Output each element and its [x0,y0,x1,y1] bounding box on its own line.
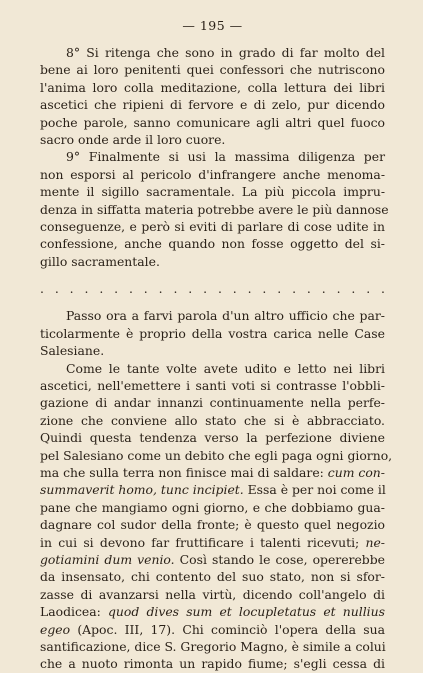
paragraph-come [40,360,393,673]
text-segment: Essa è per noi come il [243,482,386,498]
section-gap [40,297,385,307]
paragraph-passo [40,307,385,359]
text-line [40,603,385,620]
text-line: da insensato, chi contento del suo stato, non si sfor- [40,569,385,585]
text-line [40,551,385,568]
latin-quote: summaverit homo, tunc incipiet. [40,482,244,498]
latin-quote: gotiamini dum venio. [40,551,175,567]
text-segment: Laodicea: [40,604,101,620]
ellipsis-separator: . . . . . . . . . . . . . . . . . . . . . . . . [40,281,385,297]
text-line: 9° Finalmente si usi la massima diligenza per [66,149,385,165]
text-segment: in cui si devono far fruttificare i talenti ricevuti; [40,534,360,550]
text-line: ascetici che ripieni di fervore e di zelo, pur dicendo [40,97,385,113]
latin-quote: egeo [40,621,71,637]
latin-quote: cum con- [327,464,385,480]
text-line: dagnare col sudor della fronte; è questo quel negozio [40,517,385,533]
text-line: ascetici, nell'emettere i santi voti si contrasse l'obbli- [40,378,385,394]
text-line: pane che mangiamo ogni giorno, e che dobbiamo gua- [40,499,385,515]
text-line: sacro onde arde il loro cuore. [40,131,226,147]
text-line [40,534,385,551]
text-line: che a nuoto rimonta un rapido fiume; s'egli cessa di [40,656,385,672]
text-segment: ma che sulla terra non finisce mai di saldare: [40,464,324,480]
text-line: Salesiane. [40,343,105,359]
text-line: mente il sigillo sacramentale. La più piccola impru- [40,184,385,200]
text-line: zione che conviene allo stato che si è abbracciato. [40,412,385,428]
text-line: denza in siffatta materia potrebbe avere le più dannose [40,201,389,217]
text-line: bene ai loro penitenti quei confessori che nutriscono [40,62,385,78]
text-segment: Così stando le cose, opererebbe [174,551,385,567]
text-line: conseguenze, e però si eviti di parlare di cose udite in [40,218,385,234]
text-line: Quindi questa tendenza verso la perfezione diviene [40,430,385,446]
text-line: gillo sacramentale. [40,253,160,269]
text-line [40,481,385,498]
latin-quote: quod dives sum et locupletatus et nullius [107,604,385,620]
text-line: Come le tante volte avete udito e letto nei libri [66,360,385,376]
page-number: — 195 — [182,18,243,33]
latin-quote: ne- [365,534,385,550]
text-line: zasse di avanzarsi nella virtù, dicendo coll'angelo di [40,586,385,602]
text-line: confessione, anche quando non fosse oggetto del si- [40,236,385,252]
text-line [40,621,385,638]
section-gap [40,270,385,280]
text-line: non esporsi al pericolo d'infrangere anche menoma- [40,166,385,182]
text-line: ticolarmente è proprio della vostra carica nelle Case [40,325,385,341]
text-segment: (Apoc. III, 17). Chi cominciò l'opera della sua [70,621,385,637]
text-line: gazione di andar innanzi continuamente nella perfe- [40,395,385,411]
text-line: 8° Si ritenga che sono in grado di far molto del [66,45,385,60]
text-line: santificazione, dice S. Gregorio Magno, è simile a colui [40,638,386,654]
paragraph-8 [40,44,385,148]
text-line: Passo ora a farvi parola d'un altro ufficio che par- [66,308,385,324]
paragraph-9 [40,148,389,270]
text-line [40,464,385,481]
text-line: poche parole, sanno comunicare agli altri quel fuoco [40,114,385,130]
text-line: pel Salesiano come un debito che egli paga ogni giorno, [40,447,393,463]
text-line: l'anima loro colla meditazione, colla lettura dei libri [40,79,385,95]
